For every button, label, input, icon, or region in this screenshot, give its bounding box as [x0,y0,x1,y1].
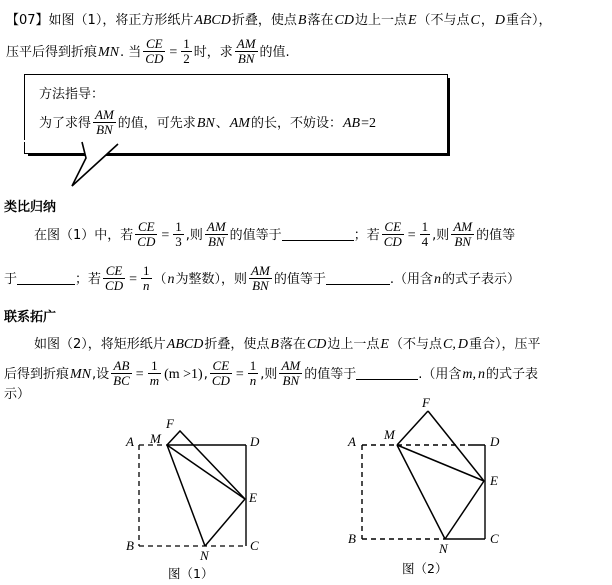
label-cd-2: CD [306,337,327,352]
analogy-text-2: ,则 [185,228,203,243]
fraction-am-bn-1 [235,37,258,65]
figure-1-label-C: C [250,538,259,553]
fraction-am-bn-4 [249,264,272,292]
segment-me [167,445,245,499]
label-bn-hint: BN [196,115,215,131]
hint-text-1: 为了求得 [39,115,92,131]
hint-dun: 、 [215,115,229,131]
fraction-denominator: n [249,372,257,388]
extension-text-8: ,设 [92,367,110,382]
crease-mn [167,445,205,546]
extension-text-5: （不与点 [389,337,442,352]
callout-tail [20,140,180,192]
figure-2-label-N: N [439,541,448,556]
figure-1 [110,398,300,585]
extension-text-4: 边上一点 [327,337,380,352]
fraction-numerator: AM [206,219,226,235]
analogy-text-11: 的值等于 [273,272,326,287]
fraction-ce-cd-3 [382,220,404,248]
fraction-denominator: CD [105,277,124,293]
fraction-numerator: 1 [143,263,150,279]
fraction-ce-cd-2 [135,220,157,248]
fraction-numerator: AM [95,107,114,122]
hint-text-2: 的值，可先求 [117,115,196,131]
problem-text-1: 如图（1），将正方形纸片 [48,13,194,28]
figure-2-label-A: A [348,434,356,449]
problem-statement-line-2 [6,36,290,68]
extension-text-11: .（用含 [418,367,462,382]
extension-text-7: 后得到折痕 [4,367,70,382]
label-b-2: B [270,337,279,352]
analogy-text-1: 在图（1）中，若 [34,228,134,243]
extension-text-13: 示） [4,387,31,402]
fraction-am-bn-2 [205,220,228,248]
equals-sign-5: = [135,367,144,382]
fraction-denominator: BN [249,278,272,293]
equals-sign-6: = [235,367,244,382]
label-abcd-2: ABCD [166,337,204,352]
label-e-1: E [407,13,417,28]
fraction-denominator: n [143,277,150,293]
figure-2-caption: 图（2） [402,561,448,576]
label-d-1: D [494,13,506,28]
extension-line-1 [34,328,540,360]
fraction-one-over-n-2 [248,359,259,387]
label-abcd-1: ABCD [194,13,231,28]
variable-n-1: n [167,272,175,287]
hint-body [39,108,376,136]
fraction-one-third [173,220,184,248]
label-e-2: E [380,337,389,352]
variable-n-2: n [433,272,441,287]
fraction-numerator: 1 [175,219,182,235]
fraction-numerator: 1 [151,358,158,374]
problem-text-2: 折叠，使点 [231,13,297,28]
fraction-numerator: CE [212,358,230,374]
hint-text-3: 的长，不妨设： [250,115,342,131]
equals-sign-1: = [169,45,178,60]
fraction-denominator: BN [205,234,228,249]
fraction-denominator: BN [279,373,302,388]
fraction-one-half [181,37,192,65]
fraction-am-bn-hint [93,108,116,136]
figure-1-label-F: F [166,416,174,431]
fraction-denominator: BN [451,234,474,249]
problem-text-6: 重合）， [506,13,552,28]
problem-text-4: 边上一点 [354,13,407,28]
figure-2-label-D: D [490,434,500,449]
label-b-1: B [297,13,307,28]
label-mn-1: MN [98,45,120,60]
equals-sign-3: = [407,228,416,243]
problem-comma-1: ， [480,13,494,28]
label-mn-2: MN [70,367,92,382]
segment-mf-2 [397,411,428,445]
fraction-denominator: 4 [421,233,429,249]
figure-1-label-D: D [250,434,260,449]
figure-2-drawing [340,393,530,563]
answer-blank-2[interactable] [17,271,75,285]
figure-1-label-N: N [200,548,209,563]
fraction-ab-bc [111,359,132,387]
fraction-numerator: AM [453,219,473,235]
fraction-am-bn-5 [279,359,302,387]
fraction-ce-cd-1 [143,37,165,65]
condition-m-gt-1: (m >1) [164,367,203,382]
fraction-numerator: CE [384,219,402,235]
fraction-denominator: CD [137,233,156,249]
problem-number: 【07】 [6,13,49,28]
fraction-denominator: CD [145,50,164,66]
hint-title [39,83,104,102]
label-am-hint: AM [229,115,250,131]
equals-sign-4: = [129,272,137,287]
label-ab-hint: AB [342,115,361,131]
label-c-1: C [470,13,480,28]
fraction-denominator: 3 [175,233,182,249]
problem-text-9: 时，求 [193,45,233,60]
fraction-ce-cd-5 [210,359,232,387]
label-cd-1: CD [334,13,354,28]
segment-en [205,499,245,546]
analogy-text-8: ；若 [75,272,102,287]
fraction-am-bn-3 [451,220,474,248]
variable-n-3: n [478,367,485,382]
figure-1-caption: 图（1） [168,566,214,581]
figure-1-label-M: M [150,431,161,446]
analogy-text-7: 于 [4,272,18,287]
fraction-ce-cd-4 [103,264,125,292]
analogy-text-9: （ [153,272,167,287]
figure-1-label-B: B [126,538,134,553]
fraction-one-over-n [141,264,152,292]
analogy-line-2 [4,263,520,295]
extension-text-3: 落在 [279,337,306,352]
analogy-text-13: 的式子表示） [441,272,520,287]
figure-1-label-A: A [126,434,134,449]
extension-text-10: 的值等于 [304,367,357,382]
fraction-numerator: AB [113,358,130,374]
fraction-denominator: BN [235,51,258,66]
analogy-text-10: 为整数），则 [175,272,248,287]
label-c-2: C, [442,337,456,352]
variable-m-1: m, [462,367,476,382]
figure-2-label-C: C [490,531,499,546]
fraction-numerator: 1 [183,36,190,52]
extension-text-1: 如图（2），将矩形纸片 [34,337,166,352]
fraction-denominator: BN [93,122,116,137]
problem-statement-line-1 [6,4,552,36]
segment-en-2 [445,481,484,539]
answer-blank-4[interactable] [356,366,418,380]
problem-text-7: 压平后得到折痕 [6,45,98,60]
analogy-text-12: .（用含 [389,272,433,287]
extension-text-6: 重合），压平 [468,337,541,352]
extension-text-9: ,则 [260,367,278,382]
extension-text-12: 的式子表 [486,367,539,382]
problem-text-5: （不与点 [417,13,470,28]
fraction-numerator: AM [281,358,301,374]
section-heading-analogy: 类比归纳 [4,200,57,215]
problem-text-8: . 当 [120,45,142,60]
figure-2-label-B: B [348,531,356,546]
figure-2-label-E: E [490,473,498,488]
fraction-numerator: AM [236,36,256,52]
analogy-text-3: 的值等于 [229,228,282,243]
crease-mn-2 [397,445,445,539]
label-d-2: D [457,337,468,352]
answer-blank-1[interactable] [282,227,354,241]
fraction-denominator: BC [113,372,130,388]
folded-edge-mfe [167,431,245,499]
fraction-denominator: 2 [183,50,190,66]
problem-text-10: 的值. [259,45,290,60]
analogy-line-1 [34,219,515,251]
hint-ab-value: =2 [361,115,376,131]
fraction-numerator: 1 [421,219,429,235]
fraction-one-over-m [148,359,161,387]
figure-2-label-F: F [422,395,430,410]
analogy-text-6: 的值等 [476,228,516,243]
hint-title-text: 方法指导： [39,87,105,102]
figure-1-drawing [110,398,300,563]
fraction-numerator: 1 [249,358,257,374]
fraction-one-fourth [420,220,431,248]
equals-sign-2: = [161,228,170,243]
problem-text-3: 落在 [307,13,334,28]
extension-line-2 [4,358,538,390]
fraction-numerator: CE [138,219,155,235]
fraction-numerator: CE [105,263,123,279]
segment-me-2 [397,445,484,481]
figure-2-label-M: M [384,427,395,442]
extension-line-3 [4,378,30,410]
answer-blank-3[interactable] [326,271,390,285]
fraction-denominator: CD [383,233,402,249]
fraction-denominator: m [149,372,160,388]
fraction-denominator: CD [211,372,230,388]
extension-comma-1: , [203,367,208,382]
analogy-text-4: ；若 [353,228,380,243]
extension-text-2: 折叠，使点 [204,337,270,352]
figure-2 [340,393,530,585]
figure-1-label-E: E [249,490,257,505]
fraction-numerator: AM [251,263,270,279]
segment-fe-2 [428,411,484,481]
fraction-numerator: CE [146,36,163,52]
analogy-text-5: ,则 [432,228,450,243]
section-heading-extension: 联系拓广 [4,310,57,325]
